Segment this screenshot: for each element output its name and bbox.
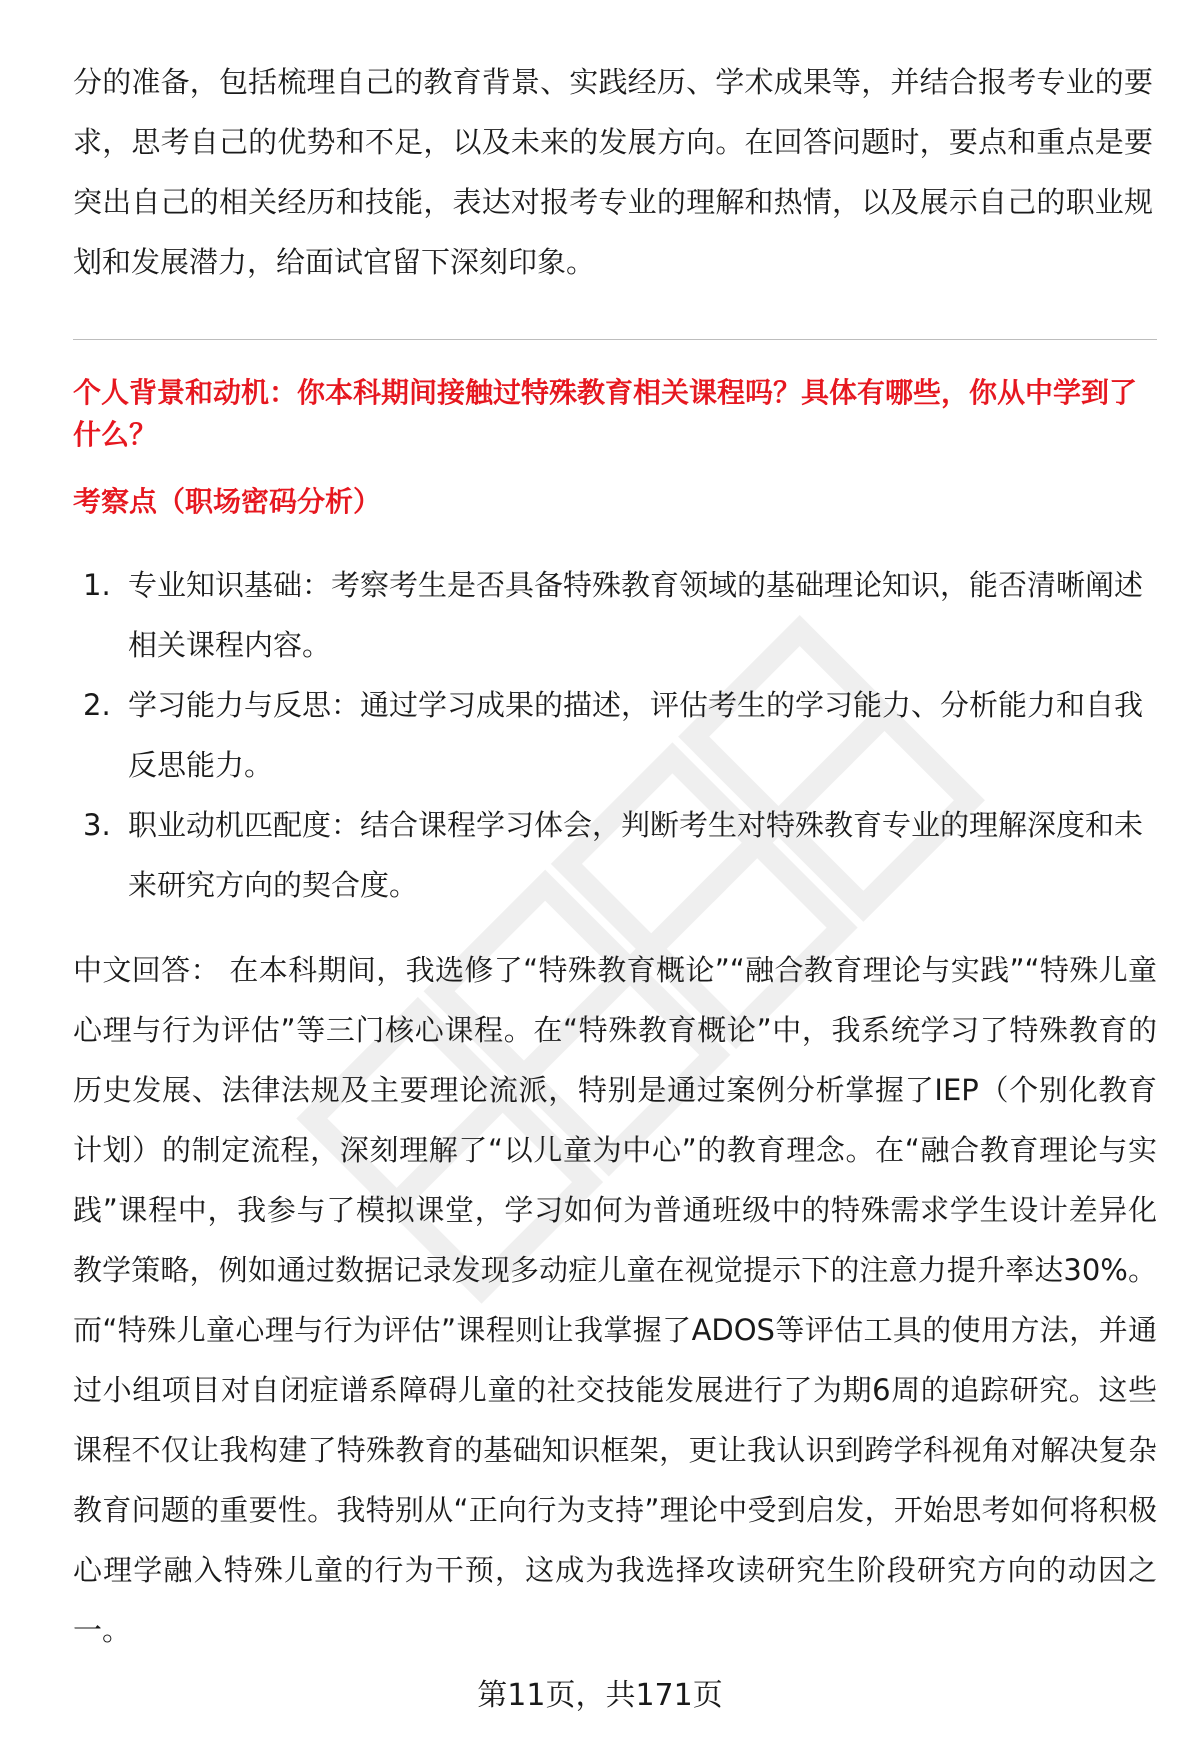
point-text: 专业知识基础：考察考生是否具备特殊教育领域的基础理论知识，能否清晰阐述相关课程内容。: [128, 568, 1144, 662]
assessment-point: [73, 675, 1157, 795]
assessment-point: [73, 555, 1157, 675]
assessment-heading: 考察点（职场密码分析）: [73, 485, 382, 518]
section-divider: [73, 339, 1157, 340]
point-text: 学习能力与反思：通过学习成果的描述，评估考生的学习能力、分析能力和自我反思能力。: [128, 688, 1144, 782]
point-number: 3.: [83, 808, 111, 842]
point-number: 2.: [83, 688, 111, 722]
assessment-point: [73, 795, 1157, 915]
point-number: 1.: [83, 568, 111, 602]
point-text: 职业动机匹配度：结合课程学习体会，判断考生对特殊教育专业的理解深度和未来研究方向的契合度。: [128, 808, 1144, 902]
answer-paragraph: 中文回答： 在本科期间，我选修了“特殊教育概论”“融合教育理论与实践”“特殊儿童心理与行为评估”等三门核心课程。在“特殊教育概论”中，我系统学习了特殊教育的历史发展、法律法规及主要理论流派，特别是通过案例分析掌握了IEP（个别化教育计划）的制定流程，深刻理解了“以儿童为中心”的教育理念。在“融合教育理论与实践”课程中，我参与了模拟课堂，学习如何为普通班级中的特殊需求学生设计差异化教学策略，例如通过数据记录发现多动症儿童在视觉提示下的注意力提升率达30%。而“特殊儿童心理与行为评估”课程则让我掌握了ADOS等评估工具的使用方法，并通过小组项目对自闭症谱系障碍儿童的社交技能发展进行了为期6周的追踪研究。这些课程不仅让我构建了特殊教育的基础知识框架，更让我认识到跨学科视角对解决复杂教育问题的重要性。我特别从“正向行为支持”理论中受到启发，开始思考如何将积极心理学融入特殊儿童的行为干预，这成为我选择攻读研究生阶段研究方向的动因之一。: [73, 953, 1157, 1647]
intro-paragraph: 分的准备，包括梳理自己的教育背景、实践经历、学术成果等，并结合报考专业的要求，思考自己的优势和不足，以及未来的发展方向。在回答问题时，要点和重点是要突出自己的相关经历和技能，表达对报考专业的理解和热情，以及展示自己的职业规划和发展潜力，给面试官留下深刻印象。: [73, 65, 1153, 279]
assessment-points-list: [73, 555, 1157, 915]
page-footer: 第11页，共171页: [477, 1678, 723, 1713]
question-title: 个人背景和动机：你本科期间接触过特殊教育相关课程吗？具体有哪些，你从中学到了什么？: [73, 376, 1138, 451]
